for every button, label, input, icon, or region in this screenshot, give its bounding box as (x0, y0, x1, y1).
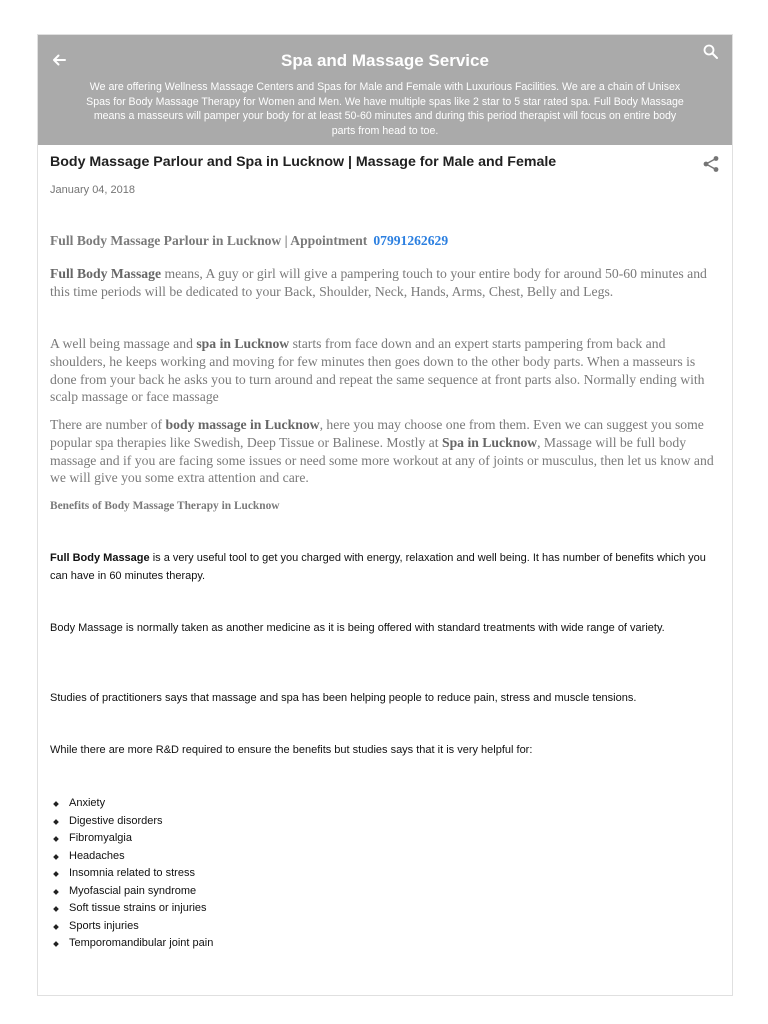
emphasis-text: Full Body Massage (50, 266, 162, 281)
phone-link[interactable]: 07991262629 (373, 233, 449, 248)
paragraph-text: A well being massage and (50, 336, 197, 351)
list-item: Headaches (52, 848, 213, 866)
list-item: Anxiety (52, 795, 213, 813)
body-paragraph-2 (50, 335, 720, 406)
benefits-heading: Benefits of Body Massage Therapy in Lucknow (50, 500, 280, 512)
list-item: Digestive disorders (52, 813, 213, 831)
benefit-paragraph-1 (50, 550, 715, 585)
intro-heading (50, 233, 720, 249)
blog-title[interactable]: Spa and Massage Service (281, 51, 489, 70)
benefit-paragraph-4: While there are more R&D required to ensure the benefits but studies says that it is very helpful for: (50, 744, 533, 756)
body-paragraph-1 (50, 265, 720, 301)
paragraph-text: means, A guy or girl will give a pampering touch to your entire body for around 50-60 minutes and this time periods will be dedicated to your Back, Shoulder, Neck, Hands, Arms, Chest, Belly and Legs. (50, 266, 707, 299)
emphasis-text: Spa in Lucknow (441, 434, 538, 450)
paragraph-text: starts from face down and an expert starts pampering from back and shoulders, he keeps working and moving for few minutes then goes down to the other body parts. When a masseurs is done from your back he asks you to turn around and repeat the same sequence at front parts also. Normally ending with scalp massage or face massage (50, 336, 705, 405)
paragraph-text: There are number of (50, 417, 166, 432)
benefit-paragraph-2: Body Massage is normally taken as another medicine as it is being offered with standard treatments with wide range of variety. (50, 622, 665, 634)
list-item: Temporomandibular joint pain (52, 935, 213, 953)
emphasis-text: body massage in Lucknow (165, 417, 320, 432)
paragraph-text: , here you may choose one from them. Even we can suggest you some popular spa therapies like Swedish, Deep Tissue or Balinese. Mostly at (50, 417, 704, 450)
list-item: Myofascial pain syndrome (52, 883, 213, 901)
intro-heading-text: Full Body Massage Parlour in Lucknow | Appointment (50, 233, 368, 248)
benefit-paragraph-3: Studies of practitioners says that massage and spa has been helping people to reduce pain, stress and muscle tensions. (50, 692, 637, 704)
search-icon[interactable] (702, 43, 720, 61)
share-icon[interactable] (702, 155, 720, 173)
blog-header (38, 35, 732, 145)
blog-description: We are offering Wellness Massage Centers and Spas for Male and Female with Luxurious Facilities. We are a chain of Unisex Spas for Body Massage Therapy for Women and Men. We have multiple spas like 2 star to 5 star rated spa. Full Body Massage means a masseurs will pamper your body for at least 50-60 minutes and during this period therapist will focus on entire body parts from head to toe. (86, 81, 684, 137)
post-date: January 04, 2018 (50, 184, 136, 196)
emphasis-text: spa in Lucknow (196, 336, 290, 351)
list-item: Insomnia related to stress (52, 865, 213, 883)
benefits-list (52, 795, 213, 953)
list-item: Sports injuries (52, 918, 213, 936)
list-item: Fibromyalgia (52, 830, 213, 848)
paragraph-text: is a very useful tool to get you charged with energy, relaxation and well being. It has number of benefits which you can have in 60 minutes therapy. (50, 552, 706, 582)
paragraph-text: , Massage will be full body massage and if you are facing some issues or need some more workout at any of joints or musculus, then let us know and we will give you some extra attention and care. (50, 434, 714, 486)
emphasis-text: Full Body Massage (50, 552, 150, 564)
list-item: Soft tissue strains or injuries (52, 900, 213, 918)
post-title[interactable]: Body Massage Parlour and Spa in Lucknow | Massage for Male and Female (50, 154, 557, 170)
body-paragraph-3 (50, 416, 720, 487)
post-card (37, 34, 733, 996)
